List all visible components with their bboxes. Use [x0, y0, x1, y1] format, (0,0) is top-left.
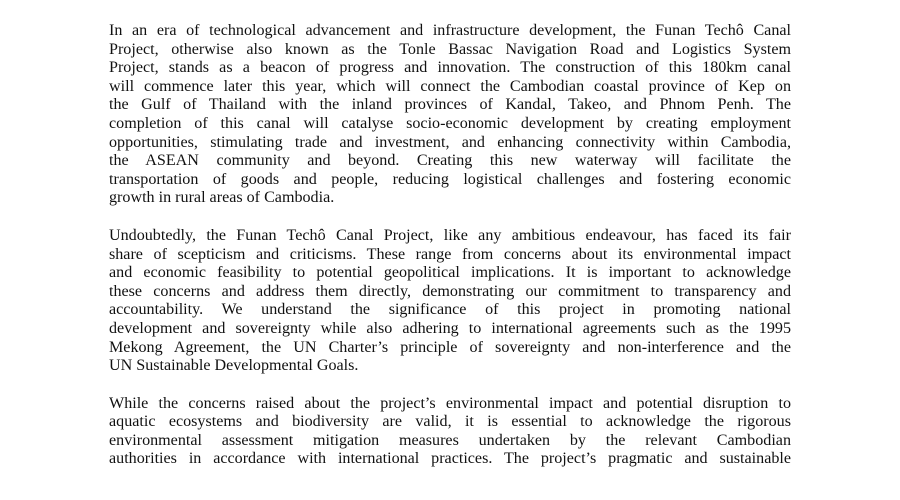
text-line: share of scepticism and criticisms. These range from concerns about its environmental impact [109, 245, 791, 263]
text-line: Project, stands as a beacon of progress and innovation. The construction of this 180km canal [109, 59, 791, 77]
paragraph-1 [109, 22, 791, 208]
text-line: completion of this canal will catalyse socio-economic development by creating employment [109, 114, 791, 132]
text-line: the Gulf of Thailand with the inland provinces of Kandal, Takeo, and Phnom Penh. The [109, 96, 791, 114]
paragraph-3 [109, 395, 791, 469]
text-line: UN Sustainable Developmental Goals. [109, 357, 359, 375]
text-line: Mekong Agreement, the UN Charter’s principle of sovereignty and non-interference and the [109, 338, 791, 356]
text-line: authorities in accordance with international practices. The project’s pragmatic and sustainable [109, 450, 791, 468]
paragraph-2 [109, 227, 791, 376]
text-line: these concerns and address them directly, demonstrating our commitment to transparency and [109, 282, 791, 300]
text-line: growth in rural areas of Cambodia. [109, 189, 335, 207]
document-body [109, 22, 791, 488]
text-line: aquatic ecosystems and biodiversity are valid, it is essential to acknowledge the rigorous [109, 413, 791, 431]
text-line: In an era of technological advancement and infrastructure development, the Funan Techô Canal [109, 22, 791, 39]
text-line: the ASEAN community and beyond. Creating this new waterway will facilitate the [109, 152, 791, 170]
text-line: and economic feasibility to potential geopolitical implications. It is important to acknowledge [109, 264, 791, 282]
text-line: development and sovereignty while also adhering to international agreements such as the 1995 [109, 319, 791, 337]
text-line: opportunities, stimulating trade and investment, and enhancing connectivity within Cambodia, [109, 133, 791, 151]
text-line: Project, otherwise also known as the Tonle Bassac Navigation Road and Logistics System [109, 40, 791, 58]
text-line: While the concerns raised about the project’s environmental impact and potential disruption to [109, 394, 791, 412]
text-line: Undoubtedly, the Funan Techô Canal Project, like any ambitious endeavour, has faced its fair [109, 226, 791, 244]
text-line: transportation of goods and people, reducing logistical challenges and fostering economic [109, 170, 791, 188]
text-line: environmental assessment mitigation measures undertaken by the relevant Cambodian [109, 431, 791, 449]
text-line: will commence later this year, which will connect the Cambodian coastal province of Kep on [109, 77, 791, 95]
text-line: accountability. We understand the significance of this project in promoting national [109, 301, 791, 319]
